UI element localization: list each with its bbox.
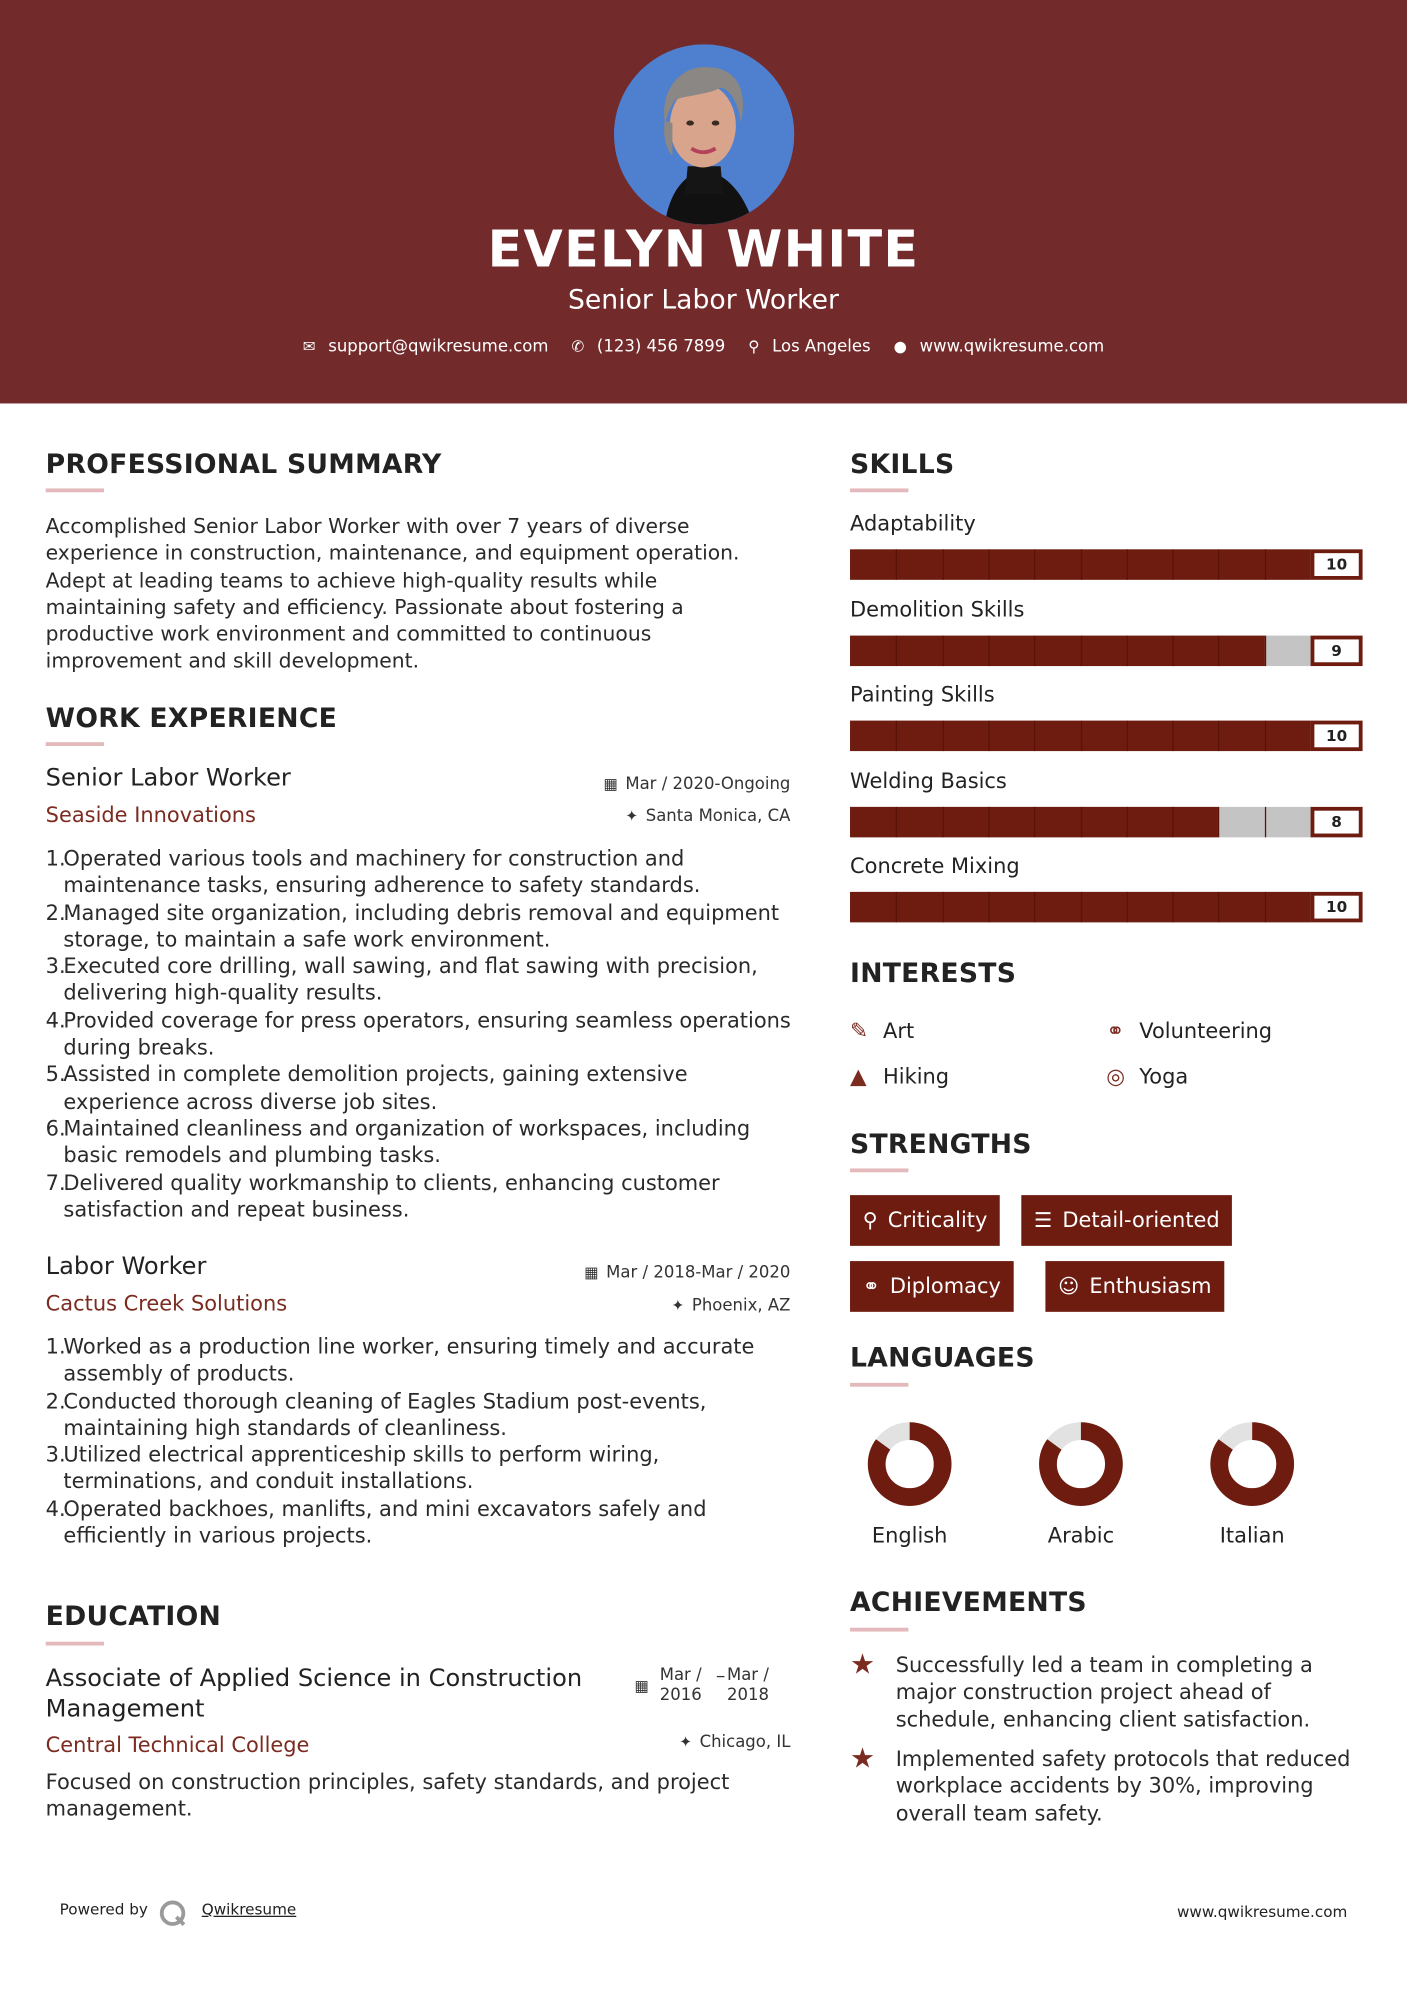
calendar-icon: ▦ (603, 775, 618, 793)
search-icon: ⚲ (862, 1207, 878, 1232)
interest-hiking: ▲ Hiking (850, 1064, 950, 1090)
lifering-icon: ◎ (1106, 1064, 1126, 1090)
skill-segment-divider (1080, 806, 1081, 836)
interest-volunteering: ⚭ Volunteering (1106, 1018, 1273, 1045)
job-location: ✦ Phoenix, AZ (671, 1296, 791, 1316)
contact-website[interactable]: ● www.qwikresume.com (893, 337, 1105, 357)
skill-segment-divider (988, 806, 989, 836)
job-company: Cactus Creek Solutions (45, 1291, 288, 1316)
skill-bar (850, 892, 1363, 922)
job-title: Labor Worker (45, 1252, 207, 1281)
contact-bar (0, 337, 1407, 356)
strength-badge: ☰ Detail-oriented (1021, 1195, 1232, 1246)
skill-segment-divider (1172, 635, 1173, 665)
profile-photo (614, 44, 794, 224)
skill-segment-divider (896, 892, 897, 922)
job-duties (46, 1333, 807, 1549)
skill-segment-divider (1172, 892, 1173, 922)
job-company: Seaside Innovations (45, 803, 256, 828)
contact-phone[interactable]: ✆ (123) 456 7899 (571, 337, 726, 357)
skill-segment-divider (1172, 806, 1173, 836)
achievement-item: Implemented safety protocols that reduced workplace accidents by 30%, improving overall team safety. (895, 1746, 1351, 1826)
list-item: 7. Delivered quality workmanship to clients, enhancing customer satisfaction and repeat business. (45, 1170, 720, 1222)
skill-label: Demolition Skills (850, 596, 1025, 622)
skill-segment-divider (1034, 721, 1035, 751)
smile-icon: ☺ (1058, 1273, 1080, 1298)
summary-underline (46, 488, 104, 492)
globe-icon: ● (893, 337, 907, 356)
summary-heading: PROFESSIONAL SUMMARY (45, 449, 442, 480)
skill-segment-divider (1034, 635, 1035, 665)
list-item: 2. Conducted thorough cleaning of Eagles Stadium post-events, maintaining high standards of cleanliness. (45, 1388, 707, 1440)
skill-segment-divider (942, 635, 943, 665)
calendar-icon: ▦ (584, 1263, 599, 1282)
skill-segment-divider (896, 635, 897, 665)
strengths-heading: STRENGTHS (850, 1129, 1032, 1160)
skill-segment-divider (1264, 806, 1265, 836)
strengths-underline (850, 1168, 908, 1172)
list-item: 1. Worked as a production line worker, ensuring timely and accurate assembly of products. (45, 1334, 755, 1386)
achievement-item: Successfully led a team in completing a major construction project ahead of schedule, enhancing client satisfaction. (895, 1653, 1313, 1732)
contact-location: ⚲ Los Angeles (748, 337, 871, 357)
handshake-icon: ⚭ (1106, 1018, 1125, 1045)
language-donut (864, 1418, 955, 1509)
skill-bar (850, 549, 1363, 579)
skill-segment-divider (1034, 892, 1035, 922)
skill-segment-divider (1172, 549, 1173, 579)
skill-label: Painting Skills (850, 682, 995, 707)
list-item: 3. Utilized electrical apprenticeship skills to perform wiring, terminations, and conduit installations. (45, 1442, 660, 1494)
skill-segment-divider (896, 806, 897, 836)
job-dates: ▦ Mar / 2020-Ongoing (603, 775, 791, 795)
skill-segment-divider (1218, 806, 1219, 836)
skill-segment-divider (896, 721, 897, 751)
skill-segment-divider (1172, 721, 1173, 751)
skill-segment-divider (988, 892, 989, 922)
powered-by-label: Powered by (59, 1900, 148, 1919)
qwikresume-logo-icon (157, 1898, 187, 1928)
skill-segment-divider (942, 806, 943, 836)
strength-badge: ☺ Enthusiasm (1045, 1261, 1224, 1312)
calendar-icon: ▦ (634, 1677, 649, 1695)
strength-badge: ⚭ Diplomacy (850, 1261, 1014, 1312)
skill-bar (850, 721, 1363, 751)
skill-segment-divider (942, 721, 943, 751)
skill-score: 9 (1311, 635, 1363, 665)
language-donut (1035, 1418, 1126, 1509)
paintbrush-icon: ✎ (850, 1018, 869, 1045)
experience-heading: WORK EXPERIENCE (45, 702, 338, 734)
list-item: 3. Executed core drilling, wall sawing, and flat sawing with precision, delivering high-quality results. (45, 954, 758, 1006)
skill-segment-divider (1034, 806, 1035, 836)
education-underline (46, 1642, 104, 1646)
skill-segment-divider (1264, 721, 1265, 751)
list-item: 4. Operated backhoes, manlifts, and mini excavators safely and efficiently in various projects. (45, 1496, 707, 1548)
interest-yoga: ◎ Yoga (1106, 1064, 1189, 1090)
skill-segment-divider (1218, 892, 1219, 922)
skill-segment-divider (1080, 549, 1081, 579)
interests-heading: INTERESTS (850, 957, 1017, 989)
pushpin-icon: ✦ (625, 806, 639, 825)
experience-underline (46, 742, 104, 746)
list-item: 4. Provided coverage for press operators, ensuring seamless operations during breaks. (45, 1008, 791, 1060)
header-banner (0, 0, 1407, 403)
map-marker-icon: ⚲ (748, 337, 760, 356)
interest-art: ✎ Art (850, 1018, 915, 1045)
skill-score: 10 (1311, 892, 1363, 922)
skill-segment-divider (896, 549, 897, 579)
language-label: English (871, 1523, 948, 1548)
pushpin-icon: ✦ (679, 1733, 692, 1751)
skill-score: 8 (1311, 806, 1363, 836)
skill-segment-divider (1080, 892, 1081, 922)
skill-segment-divider (1264, 549, 1265, 579)
job-title: Senior Labor Worker (45, 763, 291, 792)
skill-segment-divider (1126, 549, 1127, 579)
skill-segment-divider (1034, 549, 1035, 579)
skill-bar (850, 806, 1363, 836)
language-label: Arabic (1047, 1523, 1115, 1548)
skills-heading: SKILLS (850, 449, 955, 480)
trophy-star-icon: ★ (850, 1649, 876, 1682)
skill-segment-divider (1264, 635, 1265, 665)
job-duties (46, 845, 807, 1223)
skill-segment-divider (942, 892, 943, 922)
language-donut (1207, 1418, 1298, 1509)
skill-segment-divider (1126, 892, 1127, 922)
list-item: 5. Assisted in complete demolition projects, gaining extensive experience across diverse job sites. (45, 1062, 688, 1114)
tree-icon: ▲ (850, 1064, 867, 1090)
education-desc: Focused on construction principles, safety standards, and project management. (45, 1769, 730, 1821)
skill-segment-divider (1126, 721, 1127, 751)
skill-label: Concrete Mixing (850, 853, 1020, 878)
candidate-title: Senior Labor Worker (568, 284, 839, 315)
contact-email[interactable]: ✉ support@qwikresume.com (302, 337, 549, 357)
job-dates: ▦ Mar / 2018-Mar / 2020 (584, 1263, 791, 1283)
skill-segment-divider (1218, 721, 1219, 751)
job-location: ✦ Santa Monica, CA (625, 806, 791, 826)
candidate-name: EVELYN WHITE (487, 220, 920, 280)
achievements-underline (850, 1628, 908, 1632)
skill-segment-divider (988, 549, 989, 579)
qwikresume-link[interactable]: Qwikresume (201, 1900, 297, 1919)
degree-title: Associate of Applied Science in Construction Management (45, 1664, 583, 1723)
skills-underline (850, 488, 908, 492)
education-location: ✦ Chicago, IL (679, 1733, 791, 1753)
skill-segment-divider (1218, 635, 1219, 665)
resume-page: EVELYN WHITE Senior Labor Worker ✉ support@qwikresume.com ✆ (123) 456 7899 ⚲ Los Angeles ● www.qwikresume.com PROFESSIONAL SUMMARY Accomplished Senior Labor Worker with over 7 years of diverse experience in construction, maintenance, and equipment operation. Adept at leading teams to achieve high-quality results while maintaining safety and efficiency. Passionate about fostering a productive work environment and committed to continuous improvement and skill development. WORK EXPERIENCE Senior Labor Worker ▦ Mar / 2020-Ongoing Seaside Innovations ✦ Santa Monica, CA 1. Operated various tools and machinery for construction and maintenance tasks, ensuring adherence to safety standards. 2. Managed site organization, including debris removal and equipment storage, to maintain a safe work environment. 3. Executed core drilling, wall sawing, and flat sawing with precision, delivering high-quality results. 4. Provided coverage for press operators, ensuring seamless operations during breaks. 5. Assisted in complete demolition projects, gaining extensive experience across diverse job sites. 6. Maintained cleanliness and organization of workspaces, including basic remodels and plumbing tasks. 7. Delivered quality workmanship to clients, enhancing customer satisfaction and repeat business. Labor Worker ▦ Mar / 2018-Mar / 2020 Cactus Creek Solutions ✦ Phoenix, AZ 1. Worked as a production line worker, ensuring timely and accurate assembly of products. 2. Conducted thorough cleaning of Eagles Stadium post-events, maintaining high standards of cleanliness. 3. Utilized electrical apprenticeship skills to perform wiring, terminations, and conduit installations. 4. Operated backhoes, manlifts, and mini excavators safely and efficiently in various projects. EDUCATION Associate of Applied Science in Construction Management ▦ Mar / 2016 Mar / 2018 Central Technical College ✦ Chicago, IL Focused on construction principles, safety standards, and project management. SKILLS INTERESTS ✎ Art ⚭ Volunteering ▲ Hiking ◎ Yoga STRENGTHS ⚲ Criticality ☰ Detail-oriented ⚭ Diplomacy ☺ Enthusiasm LANGUAGES ACHIEVEMENTS ★ Successfully led a team in completing a major construction project ahead of schedule, enhancing client satisfaction. ★ Implemented safety protocols that reduced workplace accidents by 30%, improving overall team safety. Powered by Qwikresume www.qwikresume.com Adaptability 10 Demolition Skills 9 Painting Skills 10 Welding Basics 8 Concrete Mixing 10 English Arabic Italian (0, 0, 1407, 1989)
skill-segment-divider (1126, 635, 1127, 665)
list-item: 6. Maintained cleanliness and organization of workspaces, including basic remodels and plumbing tasks. (45, 1116, 751, 1168)
achievements-heading: ACHIEVEMENTS (850, 1587, 1087, 1618)
language-label: Italian (1219, 1523, 1285, 1548)
list-icon: ☰ (1033, 1207, 1053, 1232)
skill-segment-divider (1126, 806, 1127, 836)
skill-score: 10 (1311, 549, 1363, 579)
skill-segment-divider (988, 721, 989, 751)
summary-text: Accomplished Senior Labor Worker with over 7 years of diverse experience in construction, maintenance, and equipment operation. Adept at leading teams to achieve high-quality results while maintaining safety and efficiency. Passionate about fostering a productive work environment and committed to continuous improvement and skill development. (45, 513, 740, 674)
list-item: 2. Managed site organization, including debris removal and equipment storage, to maintain a safe work environment. (45, 900, 780, 952)
skill-segment-divider (942, 549, 943, 579)
envelope-icon: ✉ (302, 337, 316, 356)
footer-website[interactable]: www.qwikresume.com (1176, 1903, 1348, 1921)
skill-segment-divider (1080, 721, 1081, 751)
list-item: 1. Operated various tools and machinery for construction and maintenance tasks, ensuring adherence to safety standards. (45, 846, 701, 898)
pushpin-icon: ✦ (671, 1296, 685, 1315)
trophy-star-icon: ★ (850, 1743, 876, 1775)
languages-underline (850, 1383, 908, 1387)
skill-fill (850, 635, 1264, 665)
education-heading: EDUCATION (45, 1601, 222, 1632)
skill-segment-divider (988, 635, 989, 665)
skill-bar (850, 635, 1363, 665)
skill-segment-divider (1218, 549, 1219, 579)
languages-heading: LANGUAGES (850, 1342, 1035, 1373)
phone-icon: ✆ (571, 337, 585, 356)
strength-badge: ⚲ Criticality (850, 1195, 1000, 1246)
skill-segment-divider (1264, 892, 1265, 922)
skill-score: 10 (1311, 721, 1363, 751)
skill-label: Welding Basics (850, 768, 1007, 793)
school-name: Central Technical College (45, 1733, 310, 1758)
skill-label: Adaptability (850, 511, 976, 536)
skill-segment-divider (1080, 635, 1081, 665)
handshake-icon: ⚭ (862, 1273, 880, 1298)
